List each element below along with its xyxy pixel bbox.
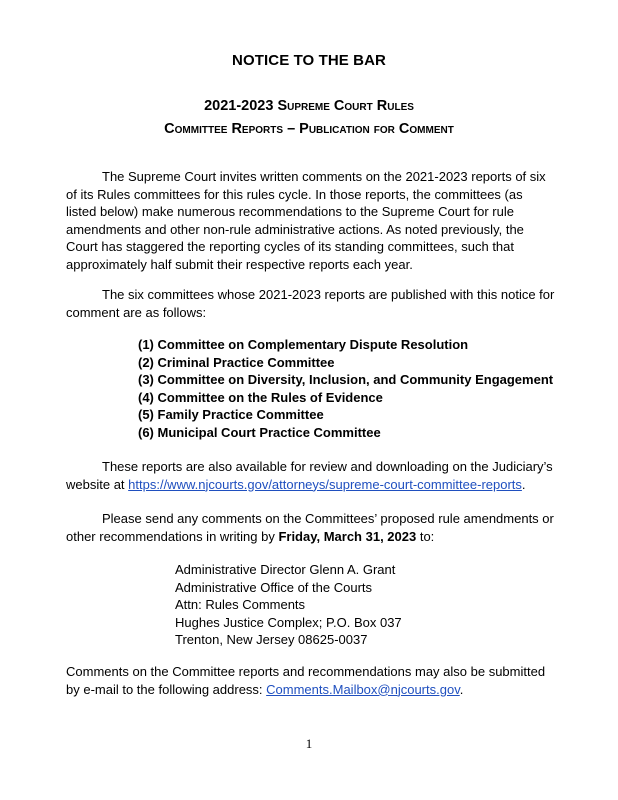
committee-item: (3) Committee on Diversity, Inclusion, and Community Engagement <box>138 372 554 388</box>
availability-text: These reports are also available for review and downloading on the Judiciary’s website at <box>66 459 553 492</box>
address-line: Attn: Rules Comments <box>175 597 306 613</box>
intro-paragraph: The Supreme Court invites written comments on the 2021-2023 reports of six of its Rules committees for this rules cycle. In those reports, the committees (as listed below) make numerous recommendations to the Supreme Court for rule amendments and other non-rule administrative actions. As noted previously, the Court has staggered the reporting cycles of its standing committees, such that approximately half submit their respective reports each year. <box>66 169 546 272</box>
comments-instructions-paragraph <box>66 510 556 545</box>
committee-reports-link[interactable]: https://www.njcourts.gov/attorneys/supreme-court-committee-reports <box>128 476 522 492</box>
email-text: Comments on the Committee reports and recommendations may also be submitted by e-mail to the following address: <box>66 664 546 697</box>
committee-item: (6) Municipal Court Practice Committee <box>138 424 381 440</box>
address-line: Trenton, New Jersey 08625-0037 <box>175 632 368 648</box>
notice-subtitle-line1: 2021-2023 Supreme Court Rules <box>204 98 414 114</box>
committee-item: (1) Committee on Complementary Dispute Resolution <box>138 337 469 352</box>
committee-item: (4) Committee on the Rules of Evidence <box>138 389 383 405</box>
committee-item: (2) Criminal Practice Committee <box>138 354 335 370</box>
comments-email-link[interactable]: Comments.Mailbox@njcourts.gov <box>266 681 460 697</box>
comment-deadline: Friday, March 31, 2023 <box>278 528 417 544</box>
committee-list <box>138 336 553 442</box>
address-line: Administrative Office of the Courts <box>175 579 373 595</box>
email-period: . <box>459 681 464 697</box>
notice-subtitle-line2: Committee Reports – Publication for Comment <box>164 121 454 137</box>
notice-title: NOTICE TO THE BAR <box>232 52 386 69</box>
address-line: Hughes Justice Complex; P.O. Box 037 <box>175 614 402 630</box>
instructions-tail: to: <box>416 528 435 544</box>
page-number: 1 <box>305 736 313 751</box>
committees-intro-paragraph: The six committees whose 2021-2023 reports are published with this notice for comment are as follows: <box>66 287 555 320</box>
availability-period: . <box>521 476 526 492</box>
committee-item: (5) Family Practice Committee <box>138 407 324 423</box>
mailing-address <box>175 561 402 649</box>
reports-availability-paragraph <box>66 458 556 493</box>
instructions-text: Please send any comments on the Committees’ proposed rule amendments or other recommendations in writing by <box>66 511 554 544</box>
address-line: Administrative Director Glenn A. Grant <box>175 562 396 577</box>
email-comments-paragraph <box>66 663 556 698</box>
